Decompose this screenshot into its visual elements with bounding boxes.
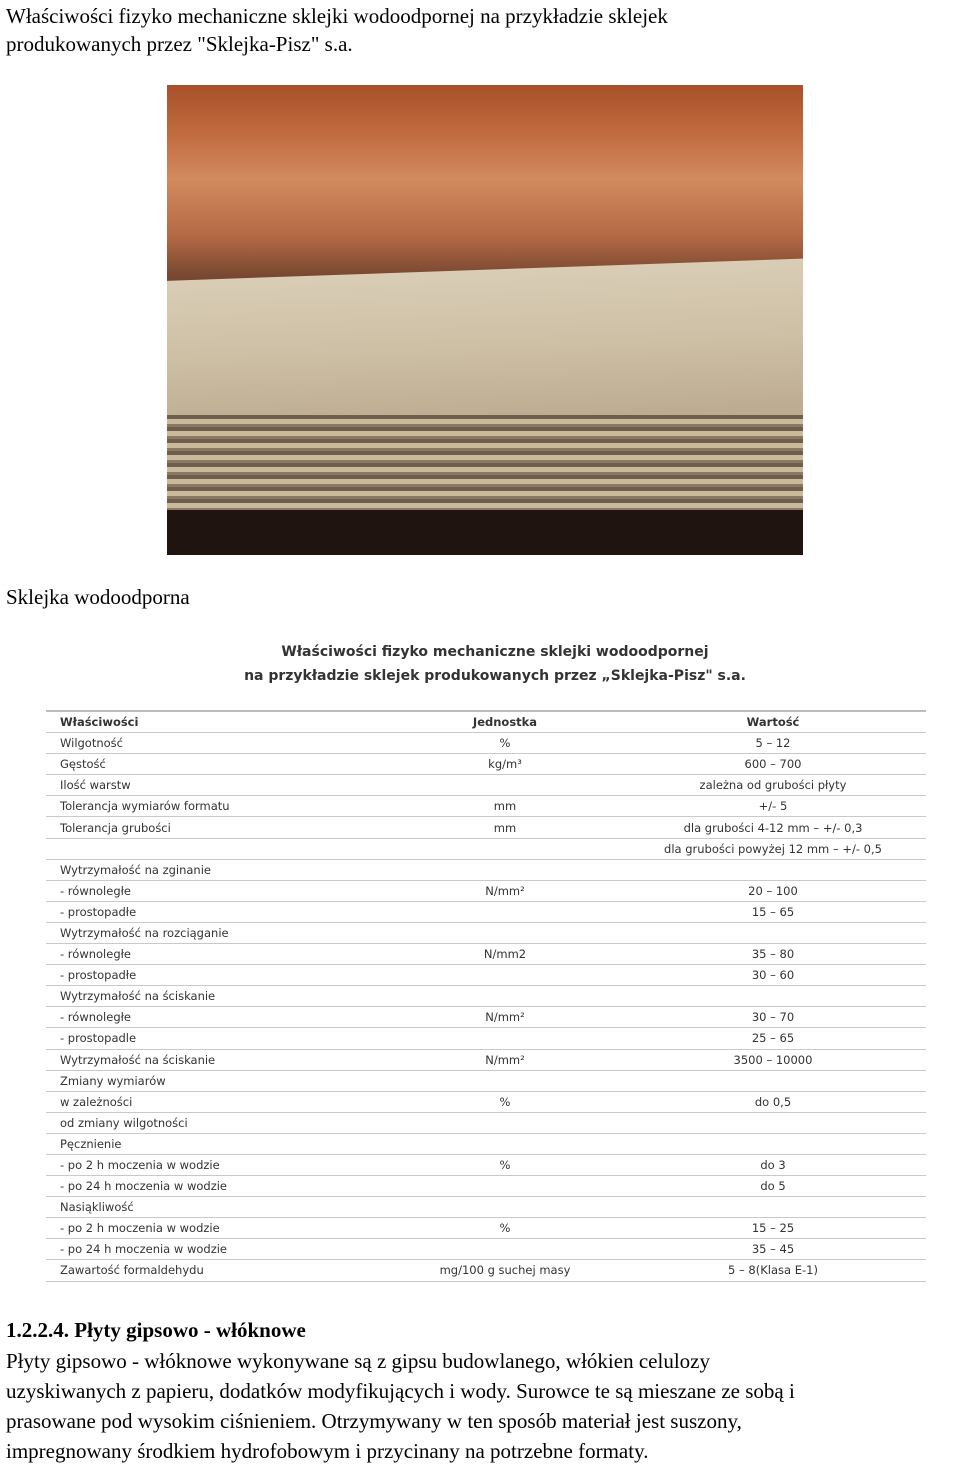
value-cell [620, 922, 926, 943]
value-cell: 25 – 65 [620, 1028, 926, 1049]
unit-cell [390, 965, 620, 986]
property-cell [46, 838, 390, 859]
property-cell: w zależności [46, 1091, 390, 1112]
table-row [46, 775, 926, 796]
property-cell: Właściwości [46, 711, 390, 733]
value-cell [620, 859, 926, 880]
unit-cell [390, 1197, 620, 1218]
value-cell: do 3 [620, 1154, 926, 1175]
table-row [46, 1007, 926, 1028]
value-cell: 35 – 80 [620, 944, 926, 965]
table-row [46, 944, 926, 965]
unit-cell [390, 1112, 620, 1133]
table-row [46, 754, 926, 775]
value-cell: 15 – 65 [620, 901, 926, 922]
intro-line: produkowanych przez "Sklejka-Pisz" s.a. [6, 32, 353, 56]
property-cell: od zmiany wilgotności [46, 1112, 390, 1133]
value-cell: 30 – 60 [620, 965, 926, 986]
table-row [46, 796, 926, 817]
property-cell: Nasiąkliwość [46, 1197, 390, 1218]
table-row [46, 838, 926, 859]
property-cell: - po 2 h moczenia w wodzie [46, 1154, 390, 1175]
unit-cell [390, 1176, 620, 1197]
table-title [0, 640, 960, 688]
photo-caption: Sklejka wodoodporna [6, 585, 190, 609]
table-row [46, 901, 926, 922]
property-cell: Zawartość formaldehydu [46, 1260, 390, 1281]
unit-cell: N/mm2 [390, 944, 620, 965]
value-cell: 5 – 8(Klasa E-1) [620, 1260, 926, 1281]
table-row [46, 859, 926, 880]
table-row [46, 922, 926, 943]
body-line: impregnowany środkiem hydrofobowym i przycinany na potrzebne formaty. [6, 1439, 649, 1463]
unit-cell: N/mm² [390, 1007, 620, 1028]
property-cell: - prostopadłe [46, 965, 390, 986]
unit-cell [390, 1028, 620, 1049]
value-cell [620, 1197, 926, 1218]
intro-line: Właściwości fizyko mechaniczne sklejki wodoodpornej na przykładzie sklejek [6, 4, 668, 28]
photo-shadow [167, 510, 803, 555]
property-cell: Wytrzymałość na zginanie [46, 859, 390, 880]
body-line: Płyty gipsowo - włóknowe wykonywane są z gipsu budowlanego, włókien celulozy [6, 1349, 710, 1373]
property-cell: Wytrzymałość na rozciąganie [46, 922, 390, 943]
property-cell: Wytrzymałość na ściskanie [46, 1049, 390, 1070]
unit-cell [390, 986, 620, 1007]
value-cell: 3500 – 10000 [620, 1049, 926, 1070]
unit-cell [390, 775, 620, 796]
unit-cell [390, 1070, 620, 1091]
unit-cell: N/mm² [390, 880, 620, 901]
property-cell: - po 24 h moczenia w wodzie [46, 1239, 390, 1260]
property-cell: Wilgotność [46, 733, 390, 754]
value-cell [620, 986, 926, 1007]
unit-cell: % [390, 1218, 620, 1239]
table-row [46, 1260, 926, 1281]
unit-cell: N/mm² [390, 1049, 620, 1070]
property-cell: - po 24 h moczenia w wodzie [46, 1176, 390, 1197]
value-cell [620, 1133, 926, 1154]
table-row [46, 817, 926, 838]
property-cell: - równoległe [46, 944, 390, 965]
unit-cell: % [390, 733, 620, 754]
table-row [46, 1070, 926, 1091]
unit-cell: kg/m³ [390, 754, 620, 775]
value-cell: 20 – 100 [620, 880, 926, 901]
table-row [46, 733, 926, 754]
plywood-photo [167, 85, 803, 555]
unit-cell [390, 901, 620, 922]
table-row [46, 1239, 926, 1260]
table-row [46, 1028, 926, 1049]
table-row [46, 1154, 926, 1175]
table-row [46, 1049, 926, 1070]
value-cell: dla grubości powyżej 12 mm – +/- 0,5 [620, 838, 926, 859]
table-row [46, 880, 926, 901]
property-cell: Ilość warstw [46, 775, 390, 796]
value-cell: 30 – 70 [620, 1007, 926, 1028]
unit-cell [390, 859, 620, 880]
unit-cell [390, 838, 620, 859]
table-row [46, 1133, 926, 1154]
property-cell: - równoległe [46, 1007, 390, 1028]
property-cell: - prostopadle [46, 1028, 390, 1049]
value-cell: dla grubości 4-12 mm – +/- 0,3 [620, 817, 926, 838]
table-header-row [46, 711, 926, 733]
plywood-layers [167, 415, 803, 515]
section-body [6, 1346, 960, 1466]
property-cell: - równoległe [46, 880, 390, 901]
value-cell: 15 – 25 [620, 1218, 926, 1239]
value-cell: 35 – 45 [620, 1239, 926, 1260]
section-heading: 1.2.2.4. Płyty gipsowo - włóknowe [6, 1318, 306, 1342]
value-cell: do 5 [620, 1176, 926, 1197]
table-row [46, 1176, 926, 1197]
value-cell: do 0,5 [620, 1091, 926, 1112]
property-cell: - po 2 h moczenia w wodzie [46, 1218, 390, 1239]
table-row [46, 986, 926, 1007]
property-cell: Wytrzymałość na ściskanie [46, 986, 390, 1007]
value-cell: 600 – 700 [620, 754, 926, 775]
table-row [46, 1197, 926, 1218]
unit-cell: Jednostka [390, 711, 620, 733]
value-cell: zależna od grubości płyty [620, 775, 926, 796]
unit-cell [390, 1133, 620, 1154]
property-cell: Pęcznienie [46, 1133, 390, 1154]
property-cell: Tolerancja wymiarów formatu [46, 796, 390, 817]
value-cell: Wartość [620, 711, 926, 733]
table-title-line: na przykładzie sklejek produkowanych przez „Sklejka-Pisz" s.a. [244, 668, 746, 684]
table-title-line: Właściwości fizyko mechaniczne sklejki wodoodpornej [281, 644, 709, 660]
body-line: prasowane pod wysokim ciśnieniem. Otrzymywany w ten sposób materiał jest suszony, [6, 1409, 742, 1433]
unit-cell: mg/100 g suchej masy [390, 1260, 620, 1281]
unit-cell [390, 1239, 620, 1260]
table-row [46, 1218, 926, 1239]
property-cell: - prostopadłe [46, 901, 390, 922]
unit-cell: mm [390, 817, 620, 838]
table-row [46, 965, 926, 986]
unit-cell [390, 922, 620, 943]
body-line: uzyskiwanych z papieru, dodatków modyfikujących i wody. Surowce te są mieszane ze sobą i [6, 1379, 795, 1403]
unit-cell: mm [390, 796, 620, 817]
intro-text [6, 2, 946, 58]
property-cell: Tolerancja grubości [46, 817, 390, 838]
value-cell [620, 1070, 926, 1091]
unit-cell: % [390, 1091, 620, 1112]
table-row [46, 1091, 926, 1112]
property-cell: Zmiany wymiarów [46, 1070, 390, 1091]
value-cell: +/- 5 [620, 796, 926, 817]
table-row [46, 1112, 926, 1133]
value-cell: 5 – 12 [620, 733, 926, 754]
property-cell: Gęstość [46, 754, 390, 775]
value-cell [620, 1112, 926, 1133]
unit-cell: % [390, 1154, 620, 1175]
properties-table [46, 710, 926, 1282]
